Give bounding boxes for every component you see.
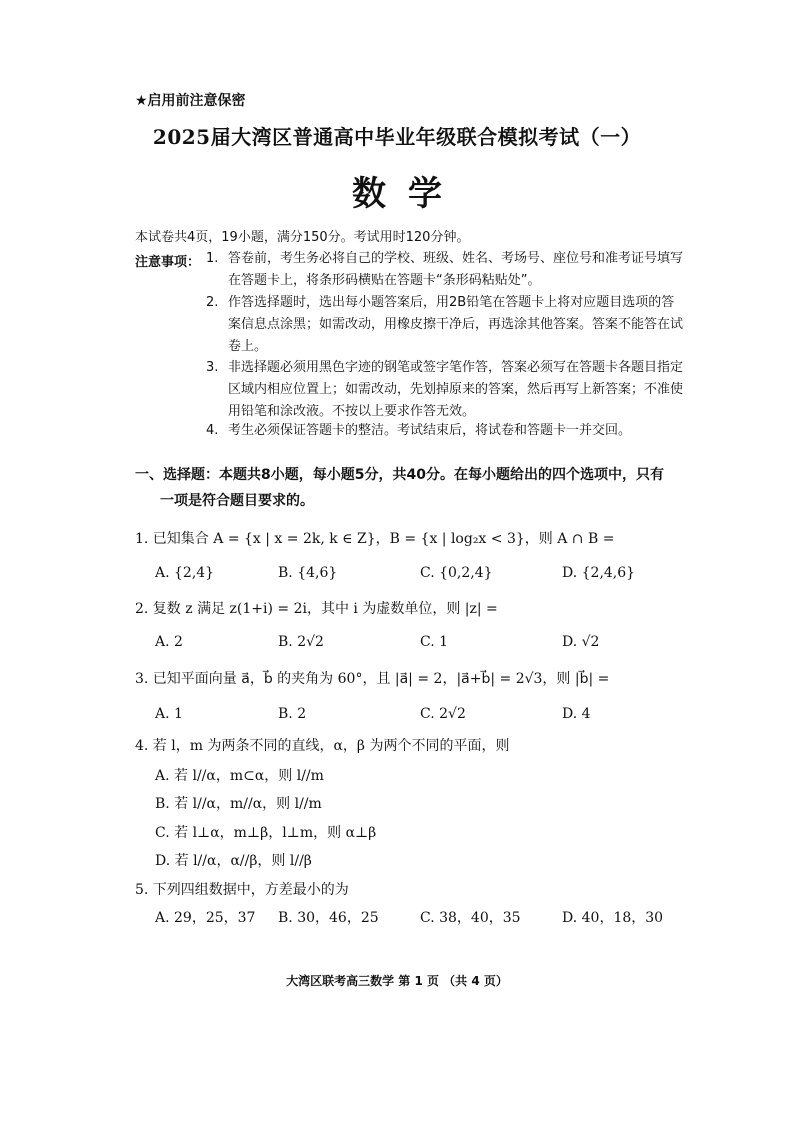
note-number: 4.: [206, 423, 219, 438]
option-b: B. 2: [278, 706, 307, 722]
option-c: C. 2√2: [420, 706, 466, 722]
note-number: 2.: [206, 295, 219, 310]
question-stem: 5. 下列四组数据中，方差最小的为: [135, 882, 349, 898]
subject-title: 数学: [352, 174, 464, 214]
option-b: B. {4,6}: [278, 565, 338, 581]
question-stem: 1. 已知集合 A = {x | x = 2k, k ∈ Z}，B = {x | log₂x < 3}，则 A ∩ B =: [135, 531, 615, 547]
exam-info: 本试卷共4页，19小题，满分150分。考试用时120分钟。: [135, 230, 470, 245]
option-c: C. 38，40，35: [420, 910, 521, 926]
option-d: D. {2,4,6}: [562, 565, 636, 581]
option-a: A. 2: [155, 634, 183, 650]
option-a: A. 29，25，37: [155, 910, 256, 926]
question-stem: 2. 复数 z 满足 z(1+i) = 2i，其中 i 为虚数单位，则 |z| =: [135, 601, 498, 617]
option-b: B. 若 l//α，m//α，则 l//m: [155, 796, 322, 812]
option-d: D. 4: [562, 706, 591, 722]
option-d: D. 40，18，30: [562, 910, 664, 926]
question-stem: 3. 已知平面向量 a⃗，b⃗ 的夹角为 60°，且 |a⃗| = 2，|a⃗+b⃗| = 2√3，则 |b⃗| =: [135, 671, 610, 687]
option-b: B. 2√2: [278, 634, 324, 650]
option-d: D. √2: [562, 634, 600, 650]
option-d: D. 若 l//α，α//β，则 l//β: [155, 853, 312, 869]
note-item: [206, 248, 686, 292]
option-b: B. 30，46，25: [278, 910, 379, 926]
note-text: 非选择题必须用黑色字迹的钢笔或签字笔作答，答案必须写在答题卡各题目指定区域内相应位置上；如需改动，先划掉原来的答案，然后再写上新答案；不准使用铅笔和涂改液。不按以上要求作答无效。: [228, 360, 684, 419]
note-item: [206, 357, 686, 423]
option-c: C. {0,2,4}: [420, 565, 493, 581]
note-number: 1.: [206, 251, 219, 266]
notes-label: 注意事项：: [135, 255, 201, 270]
note-item: [206, 420, 686, 442]
section-line: 一项是符合题目要求的。: [160, 493, 314, 509]
note-item: [206, 292, 686, 358]
option-a: A. 若 l//α，m⊂α，则 l//m: [155, 768, 324, 784]
note-text: 考生必须保证答题卡的整洁。考试结束后，将试卷和答题卡一并交回。: [228, 423, 632, 438]
option-c: C. 若 l⊥α，m⊥β，l⊥m，则 α⊥β: [155, 825, 377, 841]
exam-title: 2025届大湾区普通高中毕业年级联合模拟考试（一）: [152, 125, 642, 149]
note-number: 3.: [206, 360, 219, 375]
option-a: A. {2,4}: [155, 565, 215, 581]
note-text: 答卷前，考生务必将自己的学校、班级、姓名、考场号、座位号和准考证号填写在答题卡上，将条形码横贴在答题卡“条形码粘贴处”。: [228, 251, 684, 288]
note-text: 作答选择题时，选出每小题答案后，用2B铅笔在答题卡上将对应题目选项的答案信息点涂黑；如需改动，用橡皮擦干净后，再选涂其他答案。答案不能答在试卷上。: [228, 295, 684, 354]
section-heading: [135, 462, 695, 514]
question-stem: 4. 若 l，m 为两条不同的直线，α，β 为两个不同的平面，则: [135, 738, 510, 754]
option-a: A. 1: [155, 706, 183, 722]
section-line: 一、选择题：本题共8小题，每小题5分，共40分。在每小题给出的四个选项中，只有: [135, 467, 664, 483]
page-footer: 大湾区联考高三数学 第 1 页 （共 4 页）: [286, 974, 508, 988]
option-c: C. 1: [420, 634, 449, 650]
confidential-notice: ★启用前注意保密: [135, 93, 246, 109]
